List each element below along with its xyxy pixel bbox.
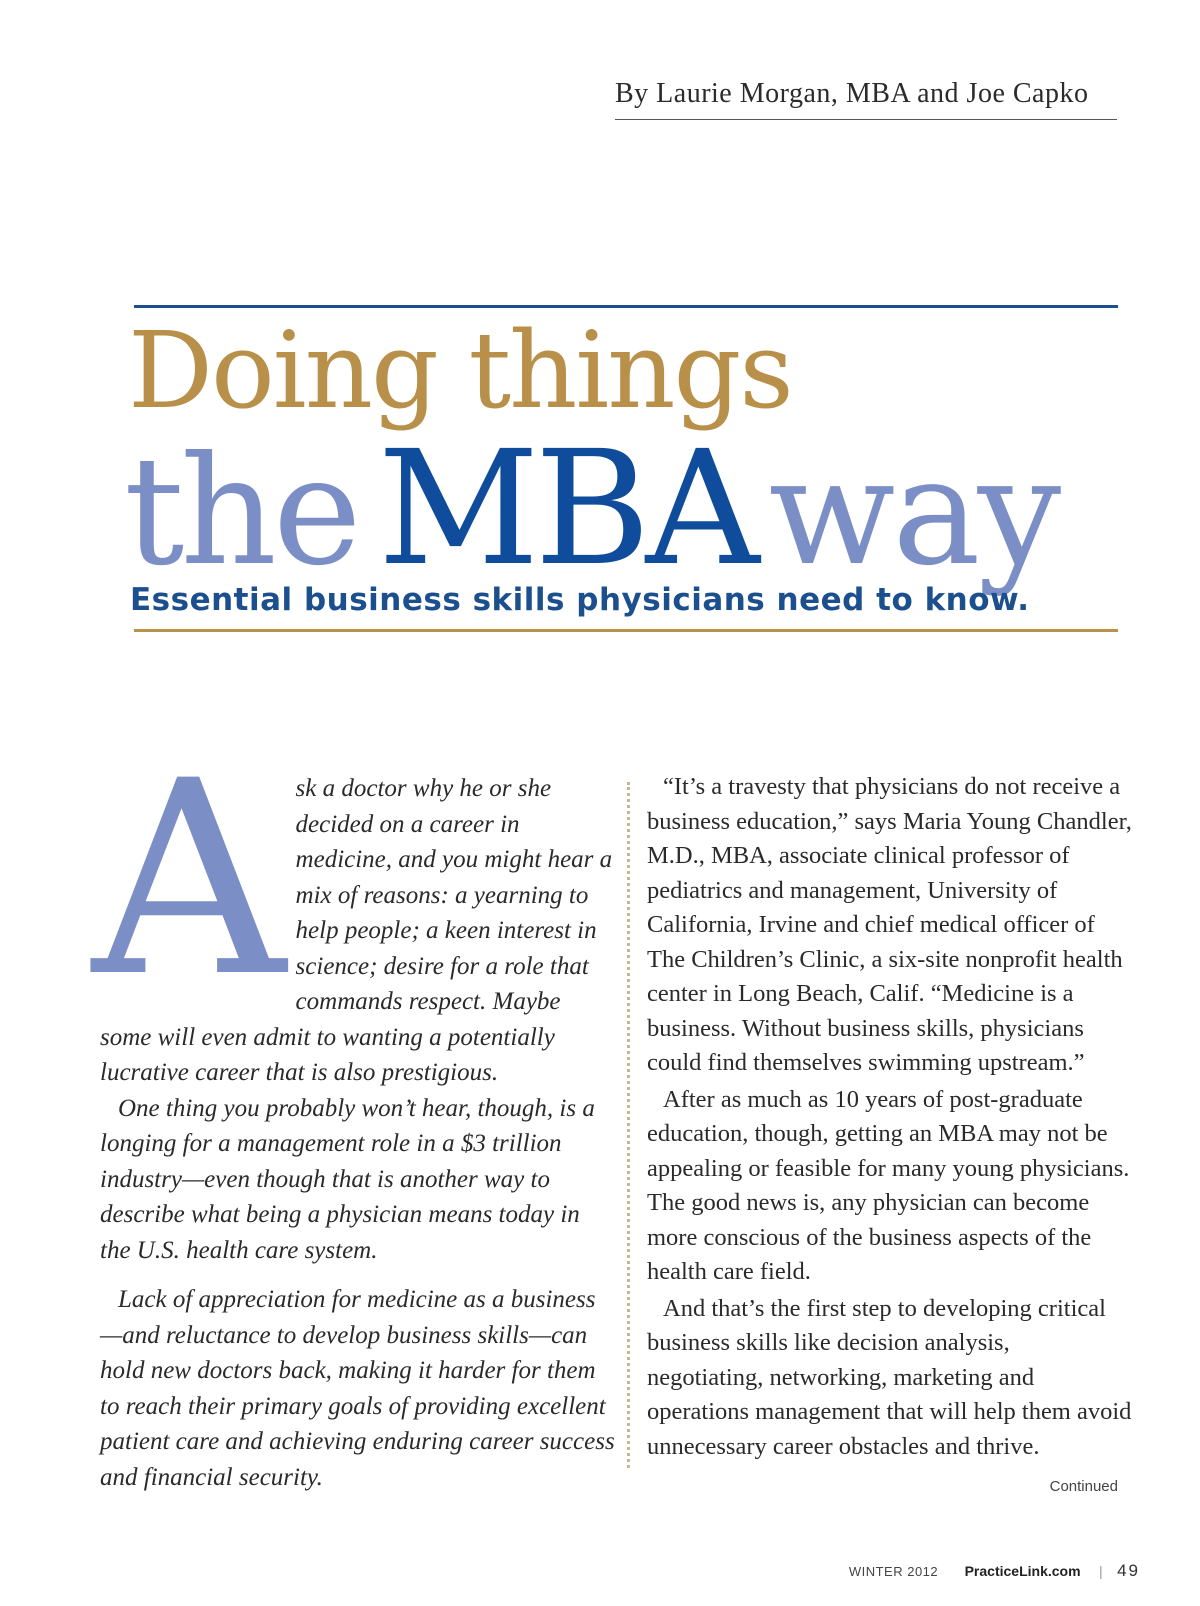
left-paragraph-3: Lack of appreciation for medicine as a business—and reluctance to develop business skills—can hold new doctors back, making it harder for them to reach their primary goals of providing excellent patient care and achieving enduring career success and financial security. [100, 1286, 615, 1491]
right-paragraph-2: After as much as 10 years of post-graduate education, though, getting an MBA may not be appealing or feasible for many young physicians. The good news is, any physician can become more conscious of the business aspects of the health care field. [647, 1085, 1130, 1285]
title-top-rule [134, 305, 1118, 308]
subtitle: Essential business skills physicians need to know. [130, 582, 1030, 618]
right-paragraph-3: And that’s the first step to developing critical business skills like decision analysis, negotiating, networking, marketing and operations management that will help them avoid unnecessary career obstacles and thrive. [647, 1294, 1132, 1460]
title-bottom-rule [134, 629, 1118, 632]
page-footer [849, 1561, 1140, 1581]
byline: By Laurie Morgan, MBA and Joe Capko [615, 78, 1117, 120]
footer-issue: WINTER 2012 [848, 1564, 939, 1579]
title-word-mba: MBA [377, 417, 755, 601]
left-paragraph-1: sk a doctor why he or she decided on a career in medicine, and you might hear a mix of reasons: a yearning to help people; a keen interest in science; desire for a role that commands respect. Maybe some will even admit to wanting a potentially lucrative career that is also prestigious. [100, 775, 613, 1086]
left-column [92, 724, 615, 1495]
footer-separator: | [1098, 1563, 1103, 1579]
drop-cap: A [92, 724, 280, 1036]
right-column [647, 770, 1132, 1464]
column-divider [627, 782, 630, 1468]
page-number: 49 [1117, 1561, 1140, 1580]
left-paragraph-2: One thing you probably won’t hear, though, is a longing for a management role in a $3 trillion industry—even though that is another way to describe what being a physician means today in the U.S. health care system. [100, 1094, 595, 1264]
footer-site-link[interactable]: PracticeLink.com [964, 1563, 1081, 1579]
right-paragraph-1: “It’s a travesty that physicians do not receive a business education,” says Maria Young Chandler, M.D., MBA, associate clinical professor of pediatrics and management, University of California, Irvine and chief medical officer of The Children’s Clinic, a six-site nonprofit health center in Long Beach, Calif. “Medicine is a business. Without business skills, physicians could find themselves swimming upstream.” [647, 773, 1132, 1076]
continued-label: Continued [1049, 1478, 1118, 1495]
title-word-way: way [768, 426, 1059, 598]
title-word-the: the [124, 425, 358, 599]
title-line-1: Doing things [128, 309, 792, 432]
